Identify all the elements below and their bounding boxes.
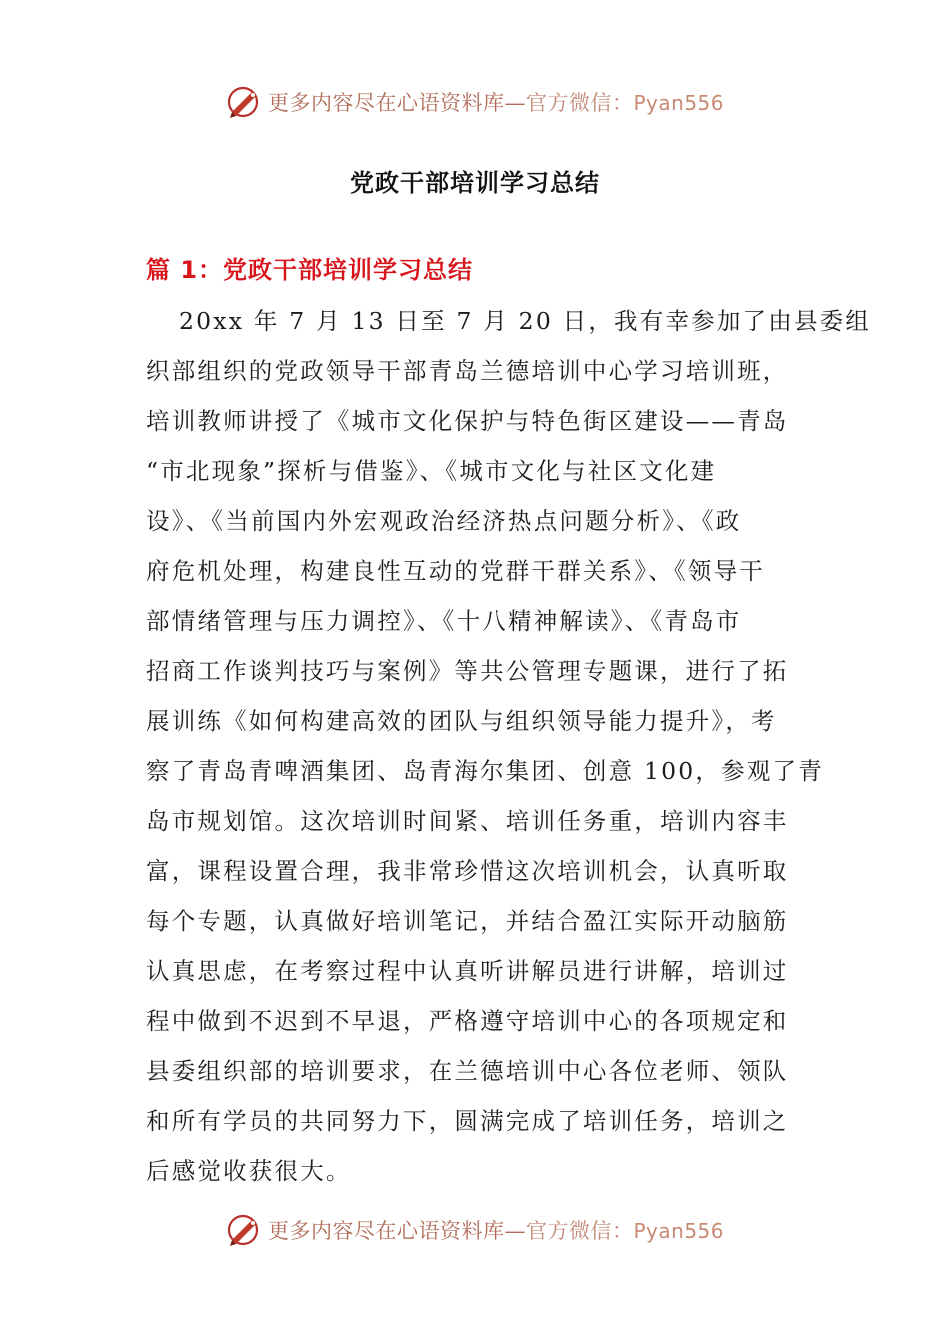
body-paragraph <box>146 296 872 1196</box>
footer-watermark <box>0 1208 950 1252</box>
paragraph-line: 后感觉收获很大。 <box>146 1157 352 1185</box>
paragraph-line: 每个专题，认真做好培训笔记，并结合盈江实际开动脑筋 <box>146 907 789 935</box>
paragraph-line: 20xx 年 7 月 13 日至 7 月 20 日，我有幸参加了由县委组 <box>179 307 872 335</box>
paragraph-line: “市北现象”探析与借鉴》、《城市文化与社区文化建 <box>146 457 717 485</box>
paragraph-line: 设》、《当前国内外宏观政治经济热点问题分析》、《政 <box>146 507 742 535</box>
pen-circle-logo-icon <box>226 1212 262 1248</box>
paragraph-line: 县委组织部的培训要求，在兰德培训中心各位老师、领队 <box>146 1057 789 1085</box>
paragraph-line: 培训教师讲授了《城市文化保护与特色街区建设——青岛 <box>146 407 789 435</box>
paragraph-line: 察了青岛青啤酒集团、岛青海尔集团、创意 100，参观了青 <box>146 757 824 785</box>
paragraph-line: 织部组织的党政领导干部青岛兰德培训中心学习培训班， <box>146 357 789 385</box>
section-heading: 篇 1：党政干部培训学习总结 <box>146 256 474 284</box>
paragraph-line: 和所有学员的共同努力下，圆满完成了培训任务，培训之 <box>146 1107 789 1135</box>
watermark-text: 更多内容尽在心语资料库—官方微信：Pyan556 <box>267 1219 724 1243</box>
pen-circle-logo-icon <box>226 84 262 120</box>
paragraph-line: 岛市规划馆。这次培训时间紧、培训任务重，培训内容丰 <box>146 807 789 835</box>
paragraph-line: 程中做到不迟到不早退，严格遵守培训中心的各项规定和 <box>146 1007 789 1035</box>
document-title: 党政干部培训学习总结 <box>350 169 600 197</box>
paragraph-line: 认真思虑，在考察过程中认真听讲解员进行讲解，培训过 <box>146 957 789 985</box>
watermark-text: 更多内容尽在心语资料库—官方微信：Pyan556 <box>267 91 724 115</box>
paragraph-line: 招商工作谈判技巧与案例》等共公管理专题课，进行了拓 <box>146 657 789 685</box>
header-watermark <box>0 80 950 124</box>
paragraph-line: 部情绪管理与压力调控》、《十八精神解读》、《青岛市 <box>146 607 742 635</box>
paragraph-line: 富，课程设置合理，我非常珍惜这次培训机会，认真听取 <box>146 857 789 885</box>
paragraph-line: 府危机处理，构建良性互动的党群干群关系》、《领导干 <box>146 557 765 585</box>
paragraph-line: 展训练《如何构建高效的团队与组织领导能力提升》，考 <box>146 707 777 735</box>
